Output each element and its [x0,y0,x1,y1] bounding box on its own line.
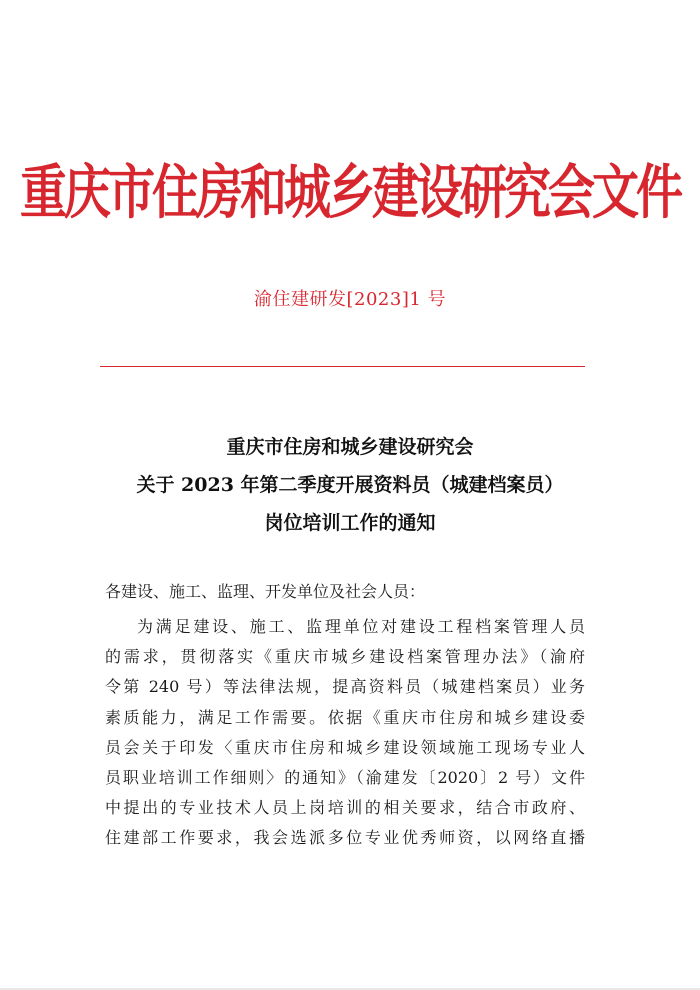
body-line: 令第 240 号）等法律法规，提高资料员（城建档案员）业务 [105,677,585,697]
body-line: 中提出的专业技术人员上岗培训的相关要求，结合市政府、 [105,798,585,818]
body-line: 员职业培训工作细则〉的通知》（渝建发〔2020〕2 号）文件 [105,768,585,788]
red-letterhead-title: 重庆市住房和城乡建设研究会文件 [20,158,680,228]
notice-title-line: 重庆市住房和城乡建设研究会 [226,436,474,458]
notice-title-line: 岗位培训工作的通知 [264,512,436,534]
body-line: 素质能力，满足工作需要。依据《重庆市住房和城乡建设委 [105,707,585,727]
document-number: 渝住建研发[2023]1 号 [253,289,447,310]
body-line: 为满足建设、施工、监理单位对建设工程档案管理人员 [137,617,585,636]
body-line: 住建部工作要求，我会选派多位专业优秀师资，以网络直播 [105,828,585,848]
red-divider-line [100,366,585,367]
body-line: 的需求，贯彻落实《重庆市城乡建设档案管理办法》（渝府 [105,647,585,667]
body-line: 员会关于印发〈重庆市住房和城乡建设领域施工现场专业人 [105,737,585,757]
notice-title [0,428,700,542]
body-text [105,612,585,854]
notice-title-line: 关于 2023 年第二季度开展资料员（城建档案员） [136,474,564,496]
salutation: 各建设、施工、监理、开发单位及社会人员： [105,582,426,601]
